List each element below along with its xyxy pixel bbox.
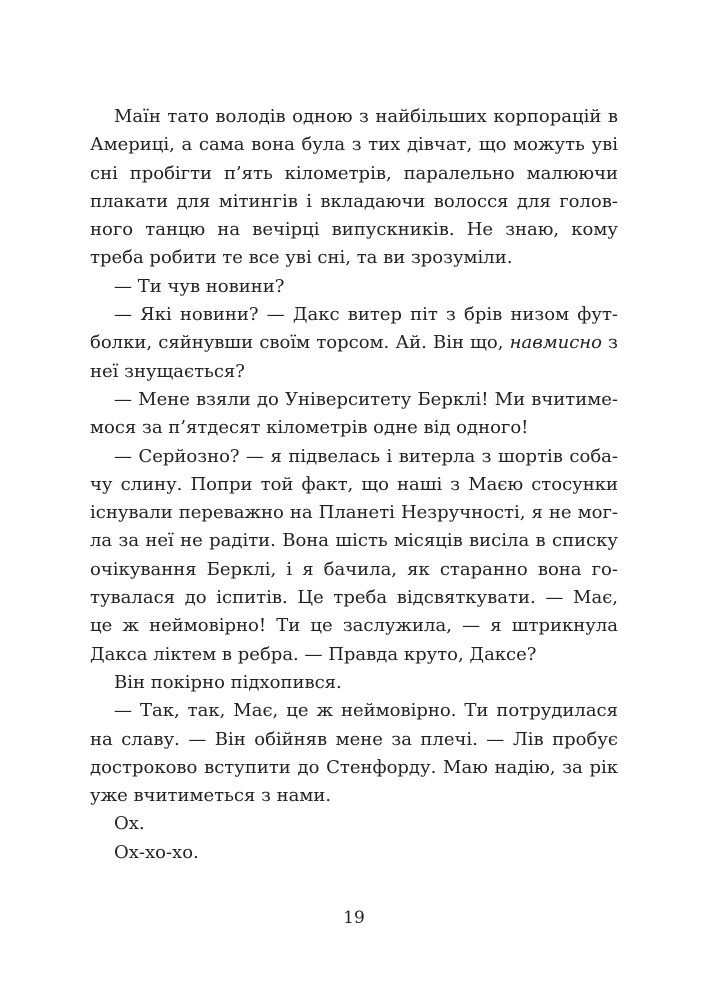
paragraph-dialogue: [90, 301, 618, 386]
paragraph-text: з неї знущається?: [90, 332, 618, 382]
paragraph: [90, 669, 618, 697]
paragraph-dialogue: [90, 386, 618, 443]
paragraph-text: — Ти чув новини?: [114, 275, 285, 297]
paragraph-text: Ох.: [114, 813, 145, 835]
page-number: 19: [343, 908, 365, 928]
paragraph-text: — Які новини? — Дакс витер піт з брів низом футболки, сяйнувши своїм торсом. Ай. Він що,: [90, 304, 618, 354]
paragraph-text: — Мене взяли до Університету Берклі! Ми вчитимемося за п’ятдесят кілометрів одне від одного!: [90, 388, 618, 439]
paragraph-text: — Так, так, Має, це ж неймовірно. Ти потрудилася на славу. — Він обійняв мене за плечі. — Лів пробує достроково вступити до Стенфорду. Маю надію, за рік уже вчитиметься з нами.: [90, 700, 618, 807]
paragraph: [90, 839, 618, 867]
paragraph-text: — Серйозно? — я підвелась і витерла з шортів собачу слину. Попри той факт, що наші з Маєю стосунки існували переважно на Планеті Незручності, я не могла за неї не радіти. Вона шість місяців висіла в списку очікування Берклі, і я бачила, як старанно вона готувалася до іспитів. Це треба відсвяткувати. — Має, це ж неймовірно! Ти це заслужила, — я штрикнула Дакса ліктем в ребра. — Правда круто, Даксе?: [90, 445, 618, 665]
paragraph-text: Маїн тато володів одною з найбільших корпорацій в Америці, а сама вона була з тих дівчат, що можуть уві сні пробігти п’ять кілометрів, паралельно малюючи плакати для мітингів і вкладаючи волосся для головного танцю на вечірці випускників. Не знаю, кому треба робити те все уві сні, та ви зрозуміли.: [90, 106, 618, 269]
paragraph-text: Він покірно підхопився.: [114, 671, 342, 693]
paragraph: [90, 103, 618, 273]
text-block: [90, 103, 618, 867]
paragraph: [90, 810, 618, 838]
paragraph-text: Ох-хо-хо.: [114, 841, 199, 863]
emphasized-word: навмисно: [509, 332, 602, 354]
paragraph-dialogue: [90, 443, 618, 669]
paragraph-dialogue: [90, 273, 618, 301]
paragraph-dialogue: [90, 697, 618, 810]
